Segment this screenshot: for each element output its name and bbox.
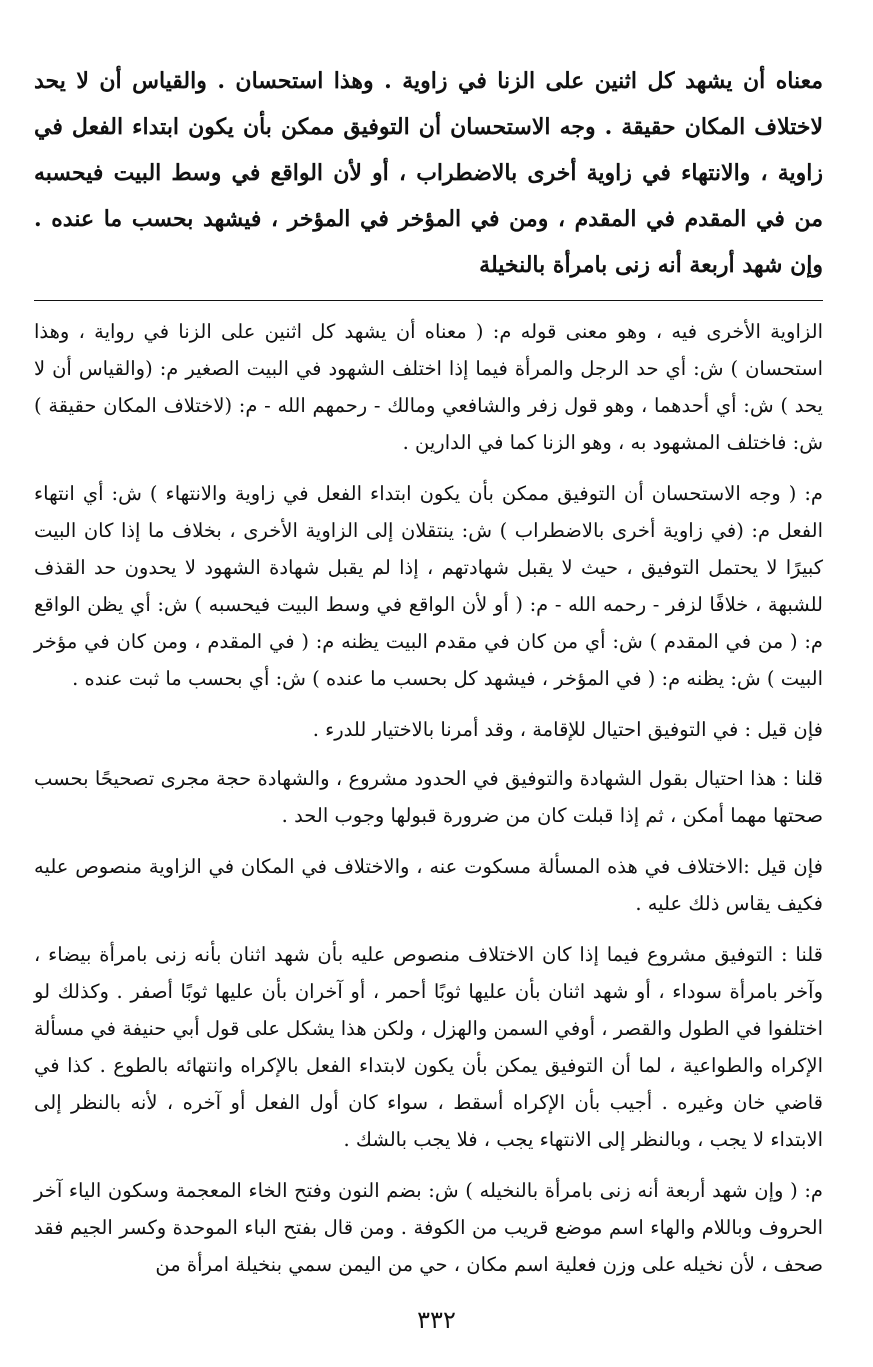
matn-section — [34, 58, 823, 288]
commentary-paragraph: قلنا : التوفيق مشروع فيما إذا كان الاختلاف منصوص عليه بأن شهد اثنان بأنه زنى بامرأة بيضاء ، وآخر بامرأة سوداء ، أو شهد اثنان بأن عليها ثوبًا أحمر ، أو آخران بأن عليها ثوبًا أصفر . وكذلك لو اختلفوا في الطول والقصر ، أوفي السمن والهزل ، ولكن هذا يشكل على قول أبي حنيفة في مسألة الإكراه والطواعية ، لما أن التوفيق يمكن بأن يكون لابتداء الفعل بالإكراه وانتهائه بالطوع . كذا في قاضي خان وغيره . أجيب بأن الإكراه أسقط ، سواء كان أول الفعل أو آخره ، لأنه بالنظر إلى الابتداء لا يجب ، وبالنظر إلى الانتهاء يجب ، فلا يجب بالشك . — [34, 943, 823, 1151]
matn-text: معناه أن يشهد كل اثنين على الزنا في زاوية . وهذا استحسان . والقياس أن لا يحد لاختلاف المكان حقيقة . وجه الاستحسان أن التوفيق ممكن بأن يكون ابتداء الفعل في زاوية ، والانتهاء في زاوية أخرى بالاضطراب ، أو لأن الواقع في وسط البيت فيحسبه من في المقدم في المقدم ، ومن في المؤخر في المؤخر ، فيشهد بحسب ما عنده . وإن شهد أربعة أنه زنى بامرأة بالنخيلة — [34, 68, 823, 278]
commentary-paragraph: فإن قيل :الاختلاف في هذه المسألة مسكوت عنه ، والاختلاف في المكان في الزاوية منصوص عليه فكيف يقاس ذلك عليه . — [34, 855, 823, 915]
separator-line — [34, 300, 823, 301]
page-body — [34, 58, 823, 1297]
commentary-paragraph: الزاوية الأخرى فيه ، وهو معنى قوله م: ( معناه أن يشهد كل اثنين على الزنا في رواية ، وهذا استحسان ) ش: أي حد الرجل والمرأة فيما إذا اختلف الشهود في البيت الصغير م: (والقياس أن لا يحد ) ش: أي أحدهما ، وهو قول زفر والشافعي ومالك - رحمهم الله - م: (لاختلاف المكان حقيقة ) ش: فاختلف المشهود به ، وهو الزنا كما في الدارين . — [34, 320, 823, 454]
commentary-section — [34, 313, 823, 1283]
commentary-paragraph: م: ( وإن شهد أربعة أنه زنى بامرأة بالنخيله ) ش: بضم النون وفتح الخاء المعجمة وسكون الياء آخر الحروف وباللام والهاء اسم موضع قريب من الكوفة . ومن قال بفتح الباء الموحدة وكسر الجيم فقد صحف ، لأن نخيله على وزن فعلية اسم مكان ، حي من اليمن سمي بنخيلة امرأة من — [34, 1179, 823, 1276]
commentary-paragraph: فإن قيل : في التوفيق احتيال للإقامة ، وقد أمرنا بالاختيار للدرء . — [312, 718, 823, 741]
commentary-paragraph: قلنا : هذا احتيال بقول الشهادة والتوفيق في الحدود مشروع ، والشهادة حجة مجرى تصحيحًا بحسب صحتها مهما أمكن ، ثم إذا قبلت كان من ضرورة قبولها وجوب الحد . — [34, 767, 823, 827]
commentary-paragraph: م: ( وجه الاستحسان أن التوفيق ممكن بأن يكون ابتداء الفعل في زاوية والانتهاء ) ش: أي انتهاء الفعل م: (في زاوية أخرى بالاضطراب ) ش: ينتقلان إلى الزاوية الأخرى ، بخلاف ما إذا كان البيت كبيرًا لا يحتمل التوفيق ، حيث لا يقبل شهادتهم ، إذا لم يقبل شهادة الشهود لا يحدون حد القذف للشبهة ، خلافًا لزفر - رحمه الله - م: ( أو لأن الواقع في وسط البيت فيحسبه ) ش: أي يظن الواقع م: ( من في المقدم ) ش: أي من كان في مقدم البيت يظنه م: ( في المقدم ، ومن كان في مؤخر البيت ) ش: يظنه م: ( في المؤخر ، فيشهد كل بحسب ما عنده ) ش: أي بحسب ما ثبت عنده . — [34, 482, 823, 690]
page-number: ٣٣٢ — [417, 1306, 456, 1334]
